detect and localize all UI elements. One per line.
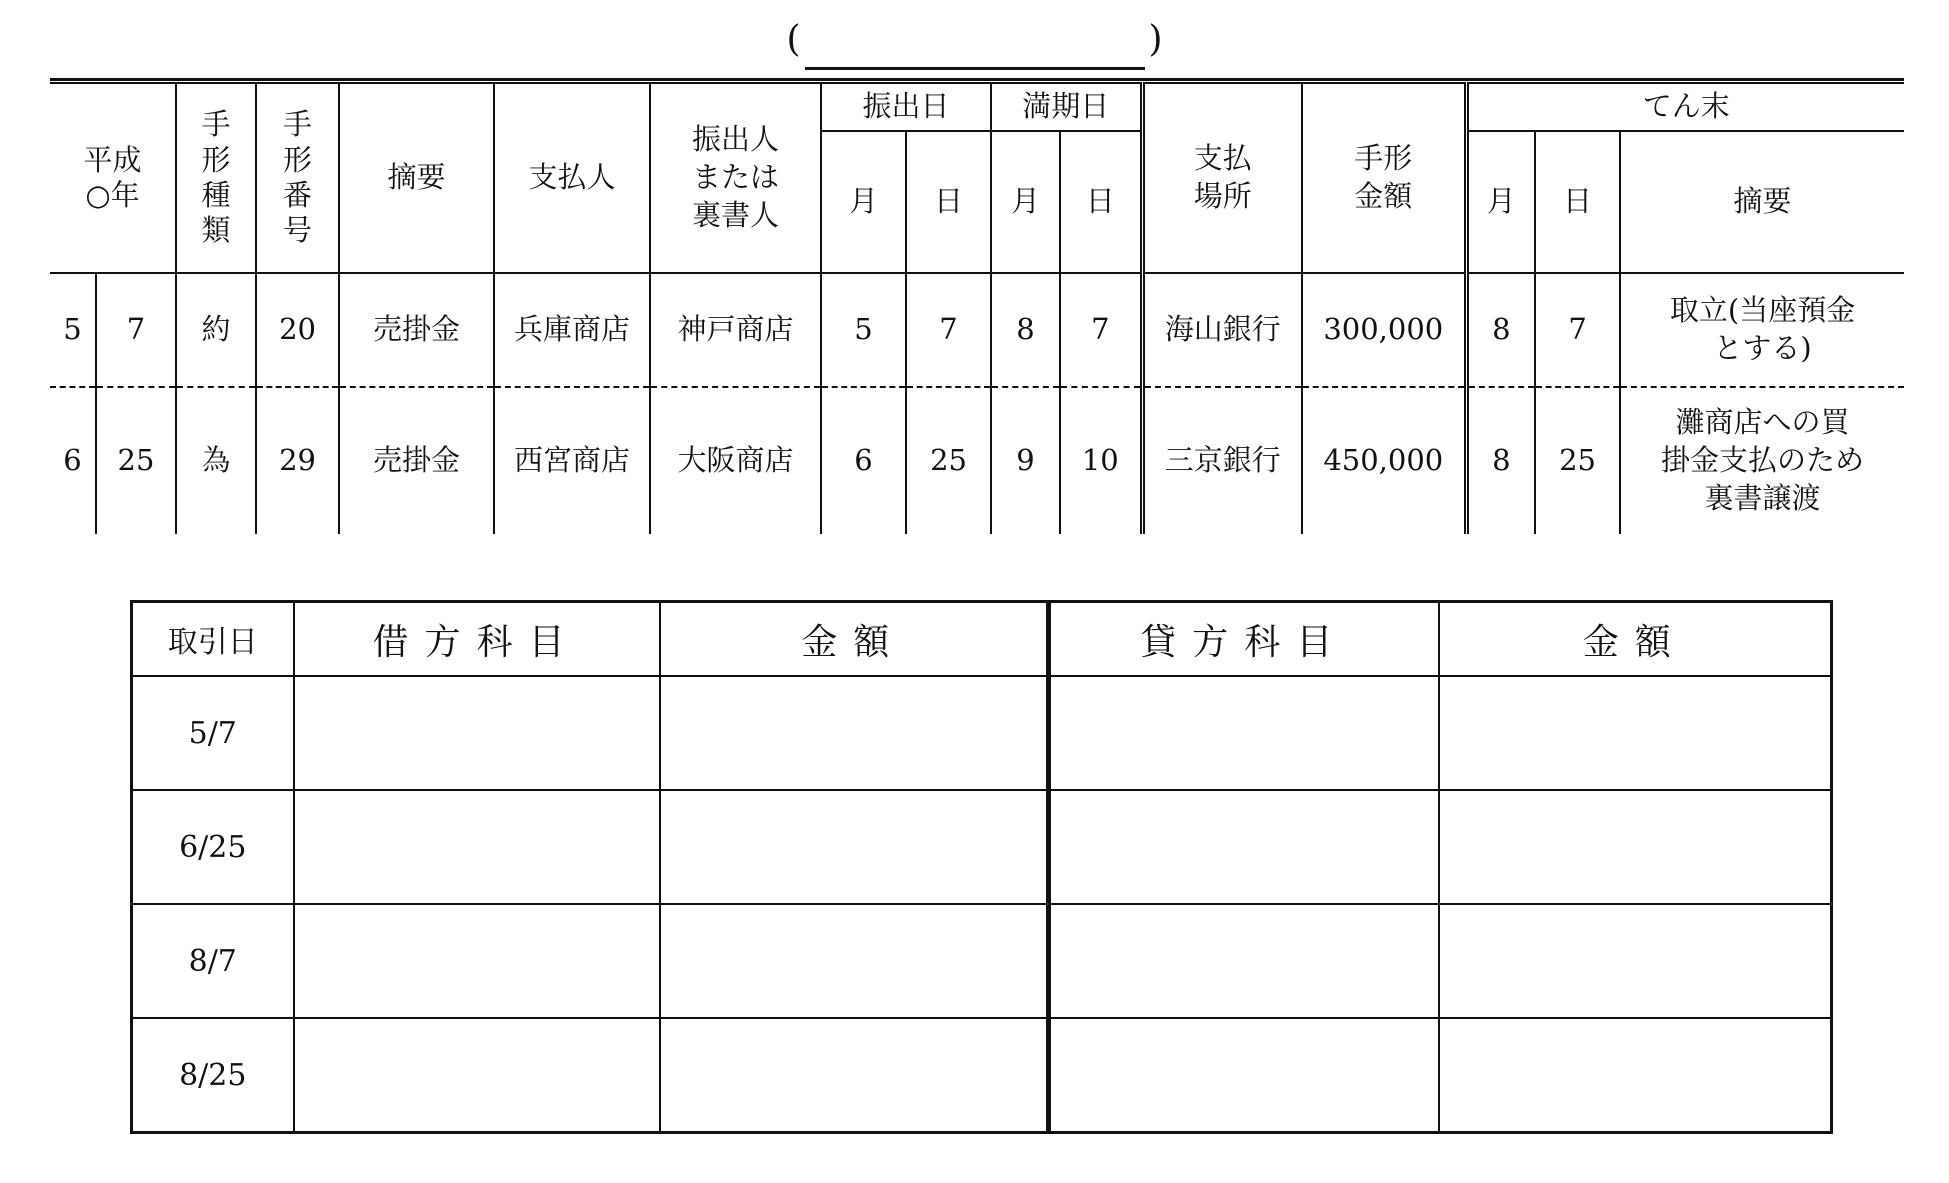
header-payer: 支払人 (494, 83, 650, 273)
cell-maturity-month: 8 (991, 273, 1060, 387)
header-disposition-summary: 摘要 (1620, 131, 1904, 273)
debit-account-field[interactable] (294, 904, 660, 1018)
cell-place: 海山銀行 (1142, 273, 1302, 387)
journal-date: 8/25 (132, 1018, 294, 1133)
header-disposition: てん末 (1466, 83, 1904, 131)
credit-amount-field[interactable] (1439, 1018, 1832, 1133)
credit-account-field[interactable] (1049, 1018, 1439, 1133)
debit-amount-field[interactable] (660, 904, 1049, 1018)
header-year: 平成 ○年 (50, 83, 176, 273)
cell-place: 三京銀行 (1142, 387, 1302, 534)
credit-amount-field[interactable] (1439, 904, 1832, 1018)
cell-amount: 450,000 (1302, 387, 1466, 534)
cell-month: 6 (50, 387, 96, 534)
cell-summary: 売掛金 (339, 273, 494, 387)
cell-issue-day: 25 (906, 387, 991, 534)
cell-disp-month: 8 (1466, 387, 1535, 534)
title-open-paren: ( (786, 19, 801, 60)
table-row (50, 387, 1904, 534)
cell-disp-day: 7 (1535, 273, 1620, 387)
header-issue-date: 振出日 (821, 83, 991, 131)
journal-date: 8/7 (132, 904, 294, 1018)
header-transaction-date: 取引日 (132, 602, 294, 677)
cell-drawer: 大阪商店 (650, 387, 821, 534)
cell-issue-month: 5 (821, 273, 906, 387)
header-maturity-date: 満期日 (991, 83, 1142, 131)
debit-amount-field[interactable] (660, 1018, 1049, 1133)
header-debit-account: 借方科目 (294, 602, 660, 677)
header-issue-day: 日 (906, 131, 991, 273)
debit-amount-field[interactable] (660, 676, 1049, 790)
cell-amount: 300,000 (1302, 273, 1466, 387)
debit-account-field[interactable] (294, 790, 660, 904)
title-close-paren: ) (1148, 19, 1163, 60)
cell-payer: 西宮商店 (494, 387, 650, 534)
ledger-title (0, 10, 1949, 70)
debit-account-field[interactable] (294, 1018, 660, 1133)
header-bill-amount: 手形 金額 (1302, 83, 1466, 273)
cell-disp-month: 8 (1466, 273, 1535, 387)
cell-issue-month: 6 (821, 387, 906, 534)
header-payment-place: 支払 場所 (1142, 83, 1302, 273)
cell-maturity-day: 10 (1060, 387, 1142, 534)
credit-account-field[interactable] (1049, 790, 1439, 904)
cell-day: 25 (96, 387, 176, 534)
cell-month: 5 (50, 273, 96, 387)
credit-account-field[interactable] (1049, 676, 1439, 790)
top-rule (50, 78, 1904, 81)
header-summary: 摘要 (339, 83, 494, 273)
header-credit-account: 貸方科目 (1049, 602, 1439, 677)
table-row (132, 1018, 1832, 1133)
cell-number: 29 (256, 387, 339, 534)
cell-disp-day: 25 (1535, 387, 1620, 534)
header-disposition-month: 月 (1466, 131, 1535, 273)
table-row (50, 273, 1904, 387)
header-issue-month: 月 (821, 131, 906, 273)
header-disposition-day: 日 (1535, 131, 1620, 273)
cell-drawer: 神戸商店 (650, 273, 821, 387)
cell-disp-summary: 取立(当座預金 とする) (1620, 273, 1904, 387)
cell-payer: 兵庫商店 (494, 273, 650, 387)
credit-account-field[interactable] (1049, 904, 1439, 1018)
cell-number: 20 (256, 273, 339, 387)
bill-ledger-table (50, 82, 1904, 534)
cell-maturity-day: 7 (1060, 273, 1142, 387)
cell-kind: 約 (176, 273, 256, 387)
debit-amount-field[interactable] (660, 790, 1049, 904)
title-blank-field[interactable] (805, 23, 1145, 70)
credit-amount-field[interactable] (1439, 676, 1832, 790)
debit-account-field[interactable] (294, 676, 660, 790)
cell-day: 7 (96, 273, 176, 387)
cell-summary: 売掛金 (339, 387, 494, 534)
header-maturity-month: 月 (991, 131, 1060, 273)
journal-date: 5/7 (132, 676, 294, 790)
cell-kind: 為 (176, 387, 256, 534)
table-row (132, 790, 1832, 904)
table-row (132, 676, 1832, 790)
header-bill-kind: 手 形 種 類 (176, 83, 256, 273)
header-credit-amount: 金額 (1439, 602, 1832, 677)
header-maturity-day: 日 (1060, 131, 1142, 273)
journal-date: 6/25 (132, 790, 294, 904)
journal-entry-table (130, 600, 1833, 1134)
credit-amount-field[interactable] (1439, 790, 1832, 904)
header-bill-number: 手 形 番 号 (256, 83, 339, 273)
cell-maturity-month: 9 (991, 387, 1060, 534)
cell-issue-day: 7 (906, 273, 991, 387)
header-drawer: 振出人 または 裏書人 (650, 83, 821, 273)
table-row (132, 904, 1832, 1018)
header-debit-amount: 金額 (660, 602, 1049, 677)
cell-disp-summary: 灘商店への買 掛金支払のため 裏書譲渡 (1620, 387, 1904, 534)
